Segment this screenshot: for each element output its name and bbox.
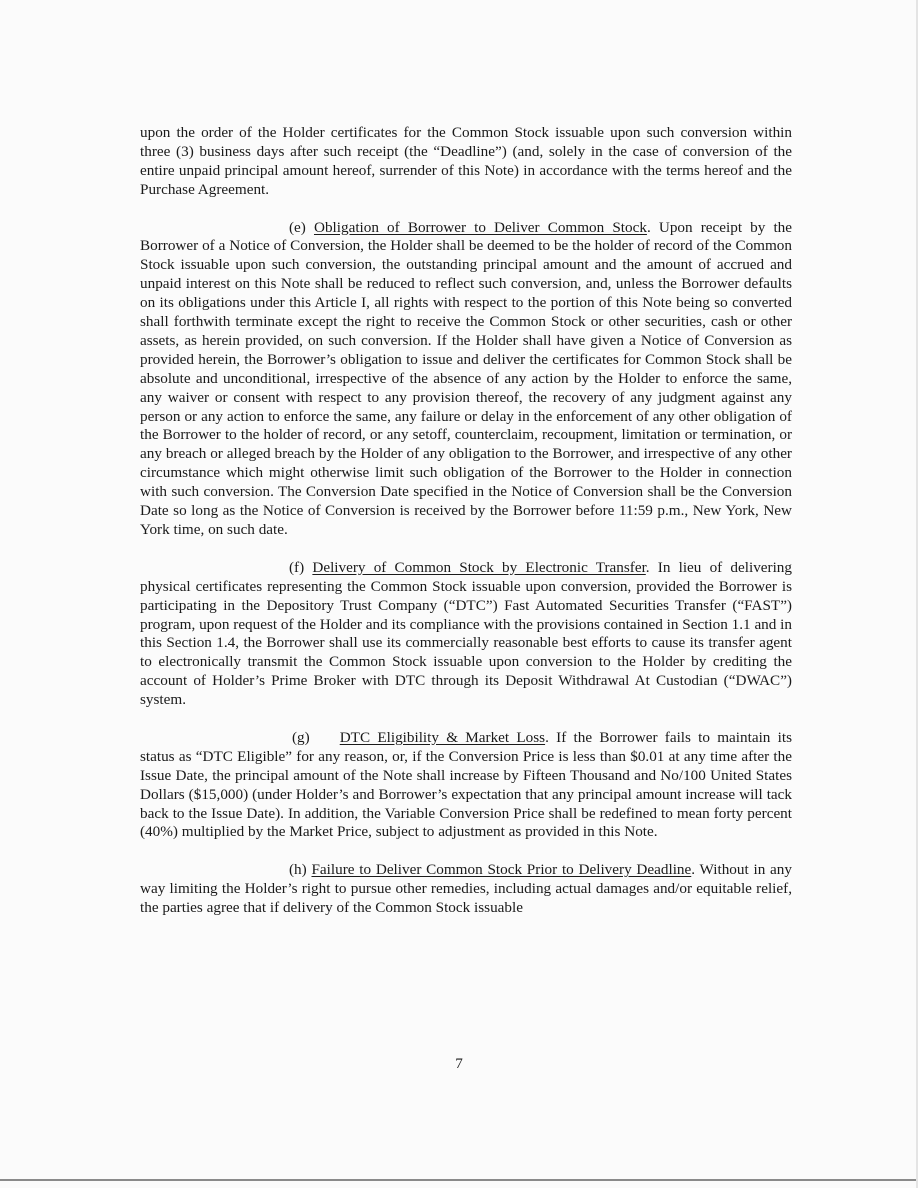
document-body xyxy=(140,124,792,937)
paragraph-g-text: If the Borrower fails to maintain its status as “DTC Eligible” for any reason, or, if the Conversion Price is less than $0.01 at any time after the Issue Date, the principal amount of the Note shall increase by Fifteen Thousand and No/100 United States Dollars ($15,000) (under Holder’s and Borrower’s expectation that any principal amount increase will tack back to the Issue Date). In addition, the Variable Conversion Price shall be redefined to mean forty percent (40%) multiplied by the Market Price, subject to adjustment as provided in this Note. xyxy=(140,728,792,841)
paragraph-g: (g) DTC Eligibility & Market Loss. If the Borrower fails to maintain its status as “DTC Eligible” for any reason, or, if the Conversion Price is less than $0.01 at any time after the Issue Date, the principal amount of the Note shall increase by Fifteen Thousand and No/100 United States Dollars ($15,000) (under Holder’s and Borrower’s expectation that any principal amount increase will tack back to the Issue Date). In addition, the Variable Conversion Price shall be redefined to mean forty percent (40%) multiplied by the Market Price, subject to adjustment as provided in this Note. xyxy=(140,728,792,841)
paragraph-f-heading: Delivery of Common Stock by Electronic Transfer xyxy=(312,558,646,576)
paragraph-f-label: (f) xyxy=(289,558,305,576)
paragraph-e-text: Upon receipt by the Borrower of a Notice of Conversion, the Holder shall be deemed to be the holder of record of the Common Stock issuable upon such conversion, the outstanding principal amount and the amount of accrued and unpaid interest on this Note shall be reduced to reflect such conversion, and, unless the Borrower defaults on its obligations under this Article I, all rights with respect to the portion of this Note being so converted shall forthwith terminate except the right to receive the Common Stock or other securities, cash or other assets, as herein provided, on such conversion. If the Holder shall have given a Notice of Conversion as provided herein, the Borrower’s obligation to issue and deliver the certificates for Common Stock shall be absolute and unconditional, irrespective of the absence of any action by the Holder to enforce the same, any waiver or consent with respect to any provision thereof, the recovery of any judgment against any person or any action to enforce the same, any failure or delay in the enforcement of any other obligation of the Borrower to the holder of record, or any setoff, counterclaim, recoupment, limitation or termination, or any breach or alleged breach by the Holder of any obligation to the Borrower, and irrespective of any other circumstance which might otherwise limit such obligation of the Borrower to the Holder in connection with such conversion. The Conversion Date specified in the Notice of Conversion shall be the Conversion Date so long as the Notice of Conversion is received by the Borrower before 11:59 p.m., New York, New York time, on such date. xyxy=(140,218,793,539)
paragraph-e: (e) Obligation of Borrower to Deliver Common Stock. Upon receipt by the Borrower of a Notice of Conversion, the Holder shall be deemed to be the holder of record of the Common Stock issuable upon such conversion, the outstanding principal amount and the amount of accrued and unpaid interest on this Note shall be reduced to reflect such conversion, and, unless the Borrower defaults on its obligations under this Article I, all rights with respect to the portion of this Note being so converted shall forthwith terminate except the right to receive the Common Stock or other securities, cash or other assets, as herein provided, on such conversion. If the Holder shall have given a Notice of Conversion as provided herein, the Borrower’s obligation to issue and deliver the certificates for Common Stock shall be absolute and unconditional, irrespective of the absence of any action by the Holder to enforce the same, any waiver or consent with respect to any provision thereof, the recovery of any judgment against any person or any action to enforce the same, any failure or delay in the enforcement of any other obligation of the Borrower to the holder of record, or any setoff, counterclaim, recoupment, limitation or termination, or any breach or alleged breach by the Holder of any obligation to the Borrower, and irrespective of any other circumstance which might otherwise limit such obligation of the Borrower to the Holder in connection with such conversion. The Conversion Date specified in the Notice of Conversion shall be the Conversion Date so long as the Notice of Conversion is received by the Borrower before 11:59 p.m., New York, New York time, on such date. xyxy=(140,218,793,539)
paragraph-continuation xyxy=(140,124,792,200)
paragraph-h: (h) Failure to Deliver Common Stock Prior to Delivery Deadline. Without in any way limiting the Holder’s right to pursue other remedies, including actual damages and/or equitable relief, the parties agree that if delivery of the Common Stock issuable xyxy=(140,861,792,917)
page-number: 7 xyxy=(455,1055,463,1072)
paragraph-e-heading: Obligation of Borrower to Deliver Common Stock xyxy=(313,218,647,236)
paragraph-h-label: (h) xyxy=(289,861,307,879)
paragraph-f: (f) Delivery of Common Stock by Electronic Transfer. In lieu of delivering physical certificates representing the Common Stock issuable upon conversion, provided the Borrower is participating in the Depository Trust Company (“DTC”) Fast Automated Securities Transfer (“FAST”) program, upon request of the Holder and its compliance with the provisions contained in Section 1.1 and in this Section 1.4, the Borrower shall use its commercially reasonable best efforts to cause its transfer agent to electronically transmit the Common Stock issuable upon conversion to the Holder by crediting the account of Holder’s Prime Broker with DTC through its Deposit Withdrawal At Custodian (“DWAC”) system. xyxy=(140,558,792,709)
paragraph-h-text: Without in any way limiting the Holder’s right to pursue other remedies, including actual damages and/or equitable relief, the parties agree that if delivery of the Common Stock issuable xyxy=(140,861,792,917)
paragraph-e-label: (e) xyxy=(289,218,306,236)
paragraph-g-label: (g) xyxy=(292,728,310,746)
paragraph-continuation-text: upon the order of the Holder certificates for the Common Stock issuable upon such conversion within three (3) business days after such receipt (the “Deadline”) (and, solely in the case of conversion of the entire unpaid principal amount hereof, surrender of this Note) in accordance with the terms hereof and the Purchase Agreement. xyxy=(140,124,792,198)
paragraph-f-text: In lieu of delivering physical certificates representing the Common Stock issuable upon conversion, provided the Borrower is participating in the Depository Trust Company (“DTC”) Fast Automated Securities Transfer (“FAST”) program, upon request of the Holder and its compliance with the provisions contained in Section 1.1 and in this Section 1.4, the Borrower shall use its commercially reasonable best efforts to cause its transfer agent to electronically transmit the Common Stock issuable upon conversion to the Holder by crediting the account of Holder’s Prime Broker with DTC through its Deposit Withdrawal At Custodian (“DWAC”) system. xyxy=(140,558,792,709)
paragraph-g-heading: DTC Eligibility & Market Loss xyxy=(339,728,546,746)
paragraph-h-heading: Failure to Deliver Common Stock Prior to Delivery Deadline xyxy=(311,861,692,879)
scan-bottom-edge xyxy=(0,1179,918,1181)
